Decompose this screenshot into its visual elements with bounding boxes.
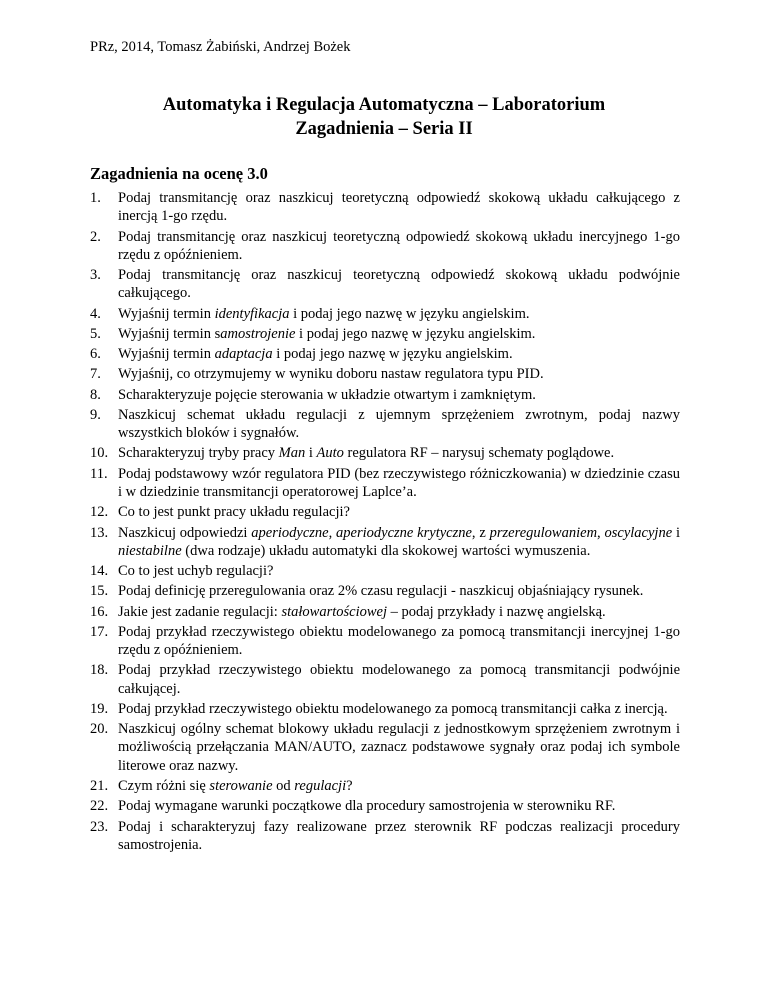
document-title <box>0 93 768 141</box>
list-item-number: 12. <box>90 504 109 521</box>
list-item-number: 19. <box>90 700 109 717</box>
list-item-text <box>118 562 680 580</box>
emphasized-term: aperiodyczne <box>251 524 329 541</box>
list-item-text <box>118 189 680 225</box>
text-run: Podaj przykład rzeczywistego obiektu modelowanego za pomocą transmitancji inercyjnej 1-go rzędu z opóźnieniem. <box>118 623 680 659</box>
text-run: Podaj transmitancję oraz naszkicuj teoretyczną odpowiedź skokową układu inercyjnego 1-go rzędu z opóźnieniem. <box>118 228 680 263</box>
question-list <box>90 189 680 856</box>
list-item-number: 6. <box>90 346 101 363</box>
text-run: , <box>597 524 605 541</box>
list-item-number: 9. <box>90 406 101 423</box>
text-run: Podaj przykład rzeczywistego obiektu modelowanego za pomocą transmitancji całka z inercją. <box>118 700 668 717</box>
emphasized-term: stałowartościowej <box>281 603 387 620</box>
list-item-number: 2. <box>90 228 101 245</box>
list-item-text <box>118 503 680 521</box>
text-run: Wyjaśnij, co otrzymujemy w wyniku doboru nastaw regulatora typu PID. <box>118 366 544 383</box>
list-item-text <box>118 444 680 462</box>
text-run: Co to jest punkt pracy układu regulacji? <box>118 504 350 521</box>
list-item <box>90 305 680 323</box>
emphasized-term: niestabilne <box>118 542 182 559</box>
page-header: PRz, 2014, Tomasz Żabiński, Andrzej Bożek <box>90 39 351 55</box>
section-heading: Zagadnienia na ocenę 3.0 <box>90 164 268 183</box>
list-item-number: 16. <box>90 603 109 620</box>
list-item-text <box>118 720 680 775</box>
text-run: Naszkicuj ogólny schemat blokowy układu regulacji z jednostkowym sprzężeniem zwrotnym i możliwością przełączania MAN/AUTO, zaznacz podstawowe sygnały oraz podaj ich symbole literowe oraz nazwy. <box>118 721 680 774</box>
text-run: i <box>672 524 680 541</box>
list-item <box>90 720 680 775</box>
emphasized-term: aperiodyczne krytyczne <box>336 524 472 541</box>
list-item <box>90 345 680 363</box>
list-item-text <box>118 623 680 659</box>
emphasized-term: przeregulowaniem <box>489 524 598 541</box>
list-item-number: 17. <box>90 623 109 640</box>
list-item-number: 1. <box>90 190 101 206</box>
emphasized-term: regulacji <box>294 777 347 794</box>
emphasized-term: Man <box>278 445 306 462</box>
list-item-text <box>118 777 680 795</box>
text-run: Podaj i scharakteryzuj fazy realizowane przez sterownik RF podczas realizacji procedury samostrojenia. <box>118 818 680 853</box>
text-run: Podaj transmitancję oraz naszkicuj teoretyczną odpowiedź skokową układu całkującego z inercją 1-go rzędu. <box>118 190 680 225</box>
list-item <box>90 562 680 580</box>
list-item <box>90 818 680 854</box>
list-item-text <box>118 228 680 264</box>
text-run: regulatora RF – narysuj schematy poglądowe. <box>343 445 615 462</box>
list-item-number: 7. <box>90 366 101 383</box>
list-item-text <box>118 386 680 404</box>
list-item-text <box>118 524 680 560</box>
text-run: Czym różni się <box>118 777 210 794</box>
list-item-text <box>118 325 680 343</box>
list-item-number: 13. <box>90 524 109 541</box>
list-item <box>90 406 680 442</box>
list-item <box>90 444 680 462</box>
list-item <box>90 228 680 264</box>
text-run: Wyjaśnij termin <box>118 305 215 322</box>
list-item-text <box>118 818 680 854</box>
emphasized-term: Auto <box>316 445 344 462</box>
list-item-number: 22. <box>90 798 109 815</box>
text-run: Podaj podstawowy wzór regulatora PID (bez rzeczywistego różniczkowania) w dziedzinie czasu i w dziedzinie transmitancji operatorowej Laplce’a. <box>118 465 680 500</box>
list-item <box>90 266 680 302</box>
text-run: , z <box>471 524 490 541</box>
list-item-number: 14. <box>90 563 109 580</box>
text-run: ? <box>346 777 353 794</box>
text-run: Podaj przykład rzeczywistego obiektu modelowanego za pomocą transmitancji podwójnie całkującej. <box>118 662 680 697</box>
list-item-text <box>118 345 680 363</box>
list-item <box>90 603 680 621</box>
list-item <box>90 661 680 697</box>
list-item <box>90 777 680 795</box>
list-item-number: 18. <box>90 662 109 679</box>
list-item <box>90 623 680 659</box>
text-run: Co to jest uchyb regulacji? <box>118 563 274 580</box>
list-item <box>90 465 680 501</box>
list-item <box>90 189 680 225</box>
emphasized-term: amostrojenie <box>220 325 296 342</box>
list-item-number: 11. <box>90 465 108 482</box>
list-item-text <box>118 700 680 718</box>
list-item-text <box>118 365 680 383</box>
list-item-number: 21. <box>90 777 109 794</box>
emphasized-term: sterowanie <box>209 777 273 794</box>
text-run: Naszkicuj schemat układu regulacji z ujemnym sprzężeniem zwrotnym, podaj nazwy wszystkich bloków i sygnałów. <box>118 406 680 442</box>
list-item-text <box>118 305 680 323</box>
list-item <box>90 503 680 521</box>
list-item-number: 20. <box>90 721 109 738</box>
text-run: Podaj definicję przeregulowania oraz 2% czasu regulacji - naszkicuj objaśniający rysunek. <box>118 583 644 600</box>
list-item-text <box>118 406 680 442</box>
text-run: i podaj jego nazwę w języku angielskim. <box>295 325 536 342</box>
list-item-text <box>118 797 680 815</box>
list-item <box>90 797 680 815</box>
text-run: i podaj jego nazwę w języku angielskim. <box>289 305 530 322</box>
text-run: Wyjaśnij termin <box>118 346 215 363</box>
text-run: i <box>305 445 317 462</box>
emphasized-term: oscylacyjne <box>604 524 673 541</box>
list-item <box>90 524 680 560</box>
list-item-number: 23. <box>90 818 109 835</box>
list-item-number: 15. <box>90 583 109 600</box>
emphasized-term: adaptacja <box>214 346 273 363</box>
list-item <box>90 365 680 383</box>
list-item-number: 10. <box>90 445 109 462</box>
text-run: , <box>328 524 337 541</box>
list-item-text <box>118 465 680 501</box>
text-run: Naszkicuj odpowiedzi <box>118 524 252 541</box>
text-run: Podaj wymagane warunki początkowe dla procedury samostrojenia w sterowniku RF. <box>118 798 616 815</box>
list-item <box>90 700 680 718</box>
title-line-2: Zagadnienia – Seria II <box>295 119 473 139</box>
list-item <box>90 386 680 404</box>
list-item-text <box>118 603 680 621</box>
text-run: Scharakteryzuj tryby pracy <box>118 445 279 462</box>
text-run: (dwa rodzaje) układu automatyki dla skokowej wartości wymuszenia. <box>181 542 591 559</box>
list-item-number: 3. <box>90 267 101 283</box>
text-run: – podaj przykłady i nazwę angielską. <box>387 603 606 620</box>
list-item-number: 5. <box>90 325 101 342</box>
list-item-number: 4. <box>90 305 101 322</box>
list-item-text <box>118 661 680 697</box>
text-run: Podaj transmitancję oraz naszkicuj teoretyczną odpowiedź skokową układu podwójnie całkującego. <box>118 267 680 302</box>
text-run: Jakie jest zadanie regulacji: <box>118 603 282 620</box>
text-run: i podaj jego nazwę w języku angielskim. <box>272 346 513 363</box>
list-item <box>90 582 680 600</box>
title-line-1: Automatyka i Regulacja Automatyczna – Laboratorium <box>162 95 606 115</box>
text-run: od <box>272 777 295 794</box>
emphasized-term: identyfikacja <box>214 305 290 322</box>
list-item-text <box>118 266 680 302</box>
text-run: Wyjaśnij termin s <box>118 325 221 342</box>
list-item-number: 8. <box>90 386 101 403</box>
list-item <box>90 325 680 343</box>
text-run: Scharakteryzuje pojęcie sterowania w układzie otwartym i zamkniętym. <box>118 386 536 403</box>
list-item-text <box>118 582 680 600</box>
